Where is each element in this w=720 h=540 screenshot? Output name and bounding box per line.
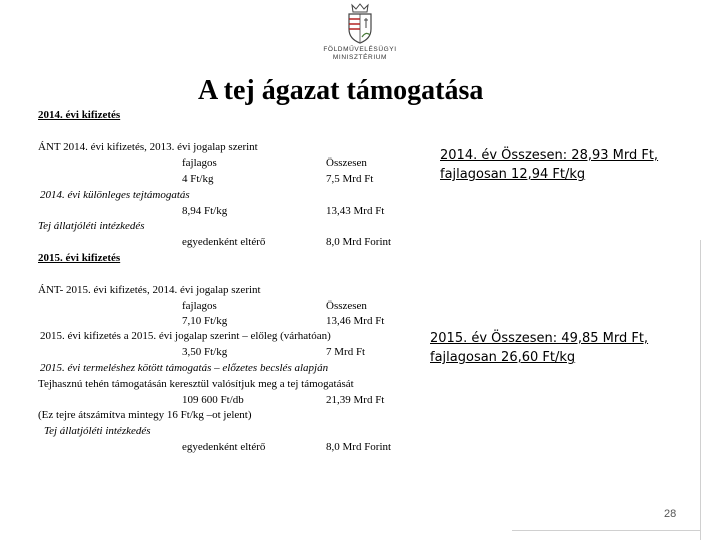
coupled-2015-rate: 109 600 Ft/db — [182, 394, 244, 406]
summary-2015: 2015. év Összesen: 49,85 Mrd Ft, fajlagosan 26,60 Ft/kg — [430, 331, 649, 365]
special-2014-rate: 8,94 Ft/kg — [182, 205, 228, 217]
welfare-2015-unit: egyedenként eltérő — [182, 441, 266, 453]
ant-2014-rate: 4 Ft/kg — [182, 173, 214, 185]
ant-2014-unit: fajlagos — [182, 157, 217, 169]
ant-2015-unit: fajlagos — [182, 300, 217, 312]
ant-2014-total: 7,5 Mrd Ft — [326, 173, 374, 185]
page-border-vertical — [700, 240, 701, 540]
ant-2014-total-label: Összesen — [326, 157, 367, 169]
coupled-2015-desc: Tejhasznú tehén támogatásán keresztül valósítjuk meg a tej támogatását — [38, 378, 354, 390]
heading-2014: 2014. évi kifizetés — [38, 109, 121, 121]
page-border-horizontal — [512, 530, 700, 531]
ant-2015-total: 13,46 Mrd Ft — [326, 315, 385, 327]
ant-2015-line: ÁNT- 2015. évi kifizetés, 2014. évi jogalap szerint — [38, 284, 261, 296]
ant2-2015-rate: 3,50 Ft/kg — [182, 346, 228, 358]
coupled-2015-line: 2015. évi termeléshez kötött támogatás – előzetes becslés alapján — [40, 362, 329, 374]
ant2-2015-line: 2015. évi kifizetés a 2015. évi jogalap szerint – előleg (várhatóan) — [40, 330, 331, 342]
ant-2014-line: ÁNT 2014. évi kifizetés, 2013. évi jogalap szerint — [38, 141, 258, 153]
summary-2014: 2014. év Összesen: 28,93 Mrd Ft, fajlagosan 12,94 Ft/kg — [440, 148, 659, 182]
welfare-2015-total: 8,0 Mrd Forint — [326, 441, 392, 453]
coupled-2015-total: 21,39 Mrd Ft — [326, 394, 385, 406]
special-2014-total: 13,43 Mrd Ft — [326, 205, 385, 217]
page-number: 28 — [664, 508, 677, 520]
page-title: A tej ágazat támogatása — [198, 75, 484, 106]
special-2014-line: 2014. évi különleges tejtámogatás — [40, 189, 190, 201]
welfare-2014-line: Tej állatjóléti intézkedés — [38, 220, 145, 232]
ministry-name — [300, 46, 420, 62]
ministry-line-2: MINISZTÉRIUM — [332, 54, 388, 61]
heading-2015: 2015. évi kifizetés — [38, 252, 121, 264]
coupled-2015-note: (Ez tejre átszámítva mintegy 16 Ft/kg –ot jelent) — [38, 409, 252, 421]
ministry-line-1: FÖLDMŰVELÉSÜGYI — [323, 46, 397, 53]
ministry-crest — [344, 3, 376, 50]
welfare-2014-total: 8,0 Mrd Forint — [326, 236, 392, 248]
ant2-2015-total: 7 Mrd Ft — [326, 346, 366, 358]
ant-2015-total-label: Összesen — [326, 300, 367, 312]
welfare-2015-line: Tej állatjóléti intézkedés — [44, 425, 151, 437]
welfare-2014-unit: egyedenként eltérő — [182, 236, 266, 248]
ant-2015-rate: 7,10 Ft/kg — [182, 315, 228, 327]
